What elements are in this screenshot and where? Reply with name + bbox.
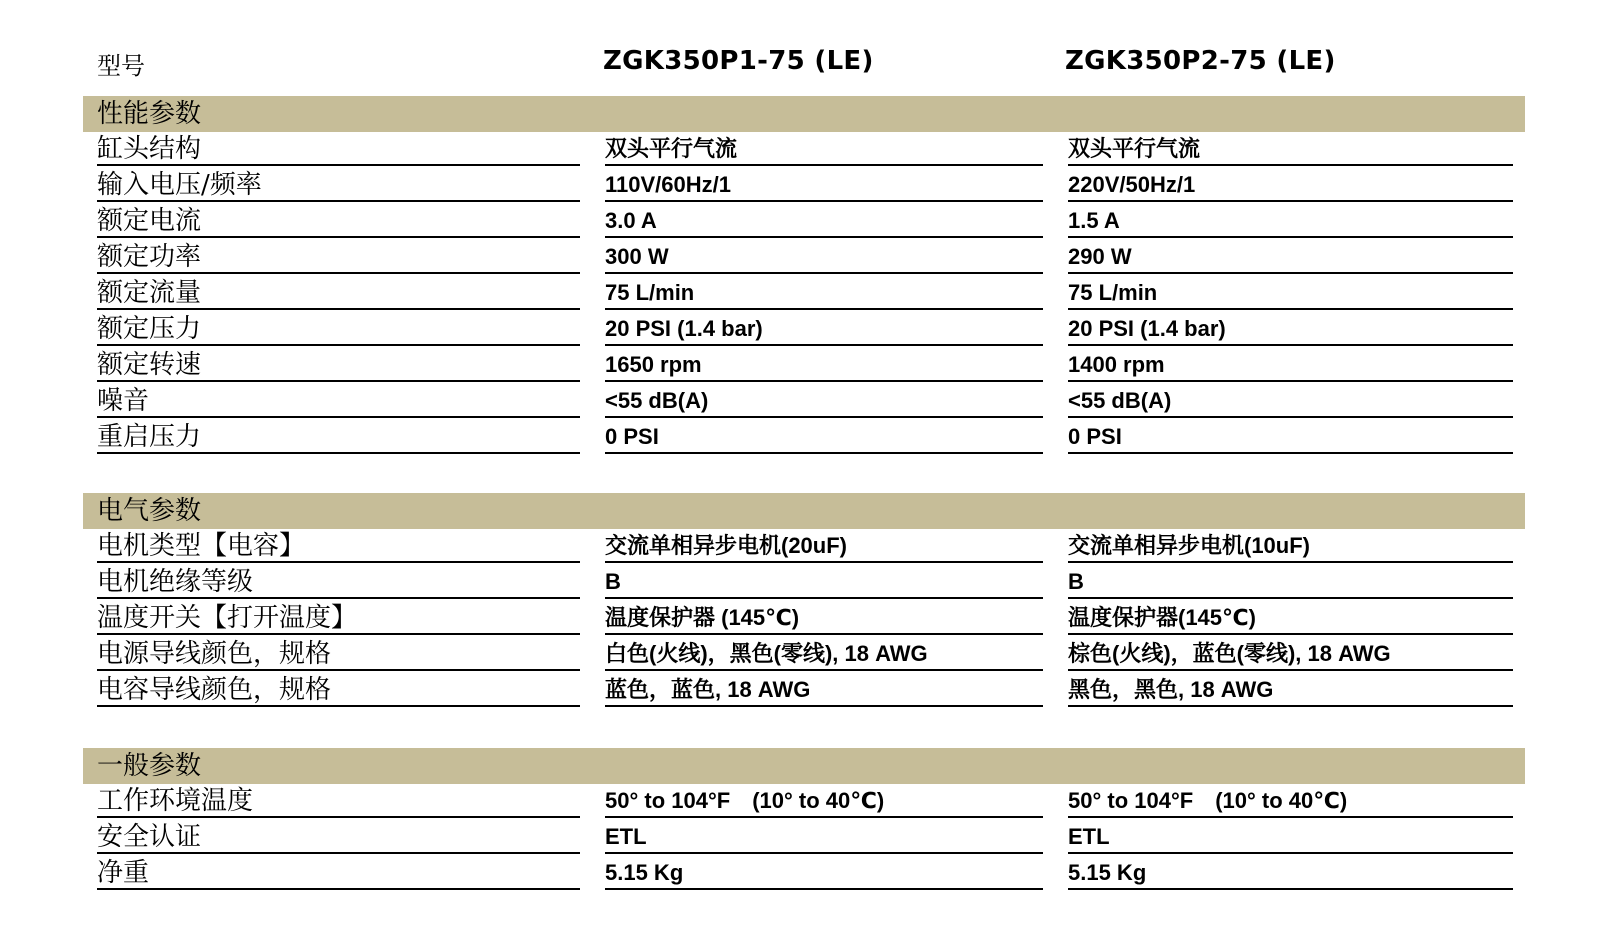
spec-row <box>0 384 1600 420</box>
spec-label: 额定压力 <box>97 312 580 346</box>
spec-label: 温度开关【打开温度】 <box>97 601 580 635</box>
model-header-row <box>0 40 1600 86</box>
spec-value-model-1: 3.0 A <box>605 204 1043 238</box>
spec-row <box>0 601 1600 637</box>
spec-label: 额定转速 <box>97 348 580 382</box>
spec-value-model-1: 温度保护器 (145℃) <box>605 601 1043 635</box>
spec-value-model-2: 290 W <box>1068 240 1513 274</box>
spec-value-model-2: 1400 rpm <box>1068 348 1513 382</box>
spec-label: 额定流量 <box>97 276 580 310</box>
spec-value-model-1: <55 dB(A) <box>605 384 1043 418</box>
spec-value-model-2: 温度保护器(145℃) <box>1068 601 1513 635</box>
spec-row <box>0 637 1600 673</box>
spec-label: 电机绝缘等级 <box>97 565 580 599</box>
section-bar <box>83 96 1525 132</box>
section-title: 电气参数 <box>97 496 202 526</box>
section-title: 一般参数 <box>97 751 202 781</box>
spec-value-model-1: 50° to 104°F (10° to 40℃) <box>605 784 1043 818</box>
spec-value-model-1: 5.15 Kg <box>605 856 1043 890</box>
spec-label: 电源导线颜色，规格 <box>97 637 580 671</box>
spec-value-model-1: 白色(火线)，黑色(零线), 18 AWG <box>605 637 1043 671</box>
spec-value-model-2: 双头平行气流 <box>1068 132 1513 166</box>
spec-row <box>0 673 1600 709</box>
spec-value-model-2: 220V/50Hz/1 <box>1068 168 1513 202</box>
section-bar <box>83 748 1525 784</box>
spec-value-model-1: 1650 rpm <box>605 348 1043 382</box>
spec-value-model-1: 双头平行气流 <box>605 132 1043 166</box>
spec-label: 缸头结构 <box>97 132 580 166</box>
spec-value-model-2: 交流单相异步电机(10uF) <box>1068 529 1513 563</box>
spec-label: 噪音 <box>97 384 580 418</box>
spec-label: 额定电流 <box>97 204 580 238</box>
spec-label: 电机类型【电容】 <box>97 529 580 563</box>
spec-row <box>0 529 1600 565</box>
spec-row <box>0 565 1600 601</box>
spec-value-model-2: 75 L/min <box>1068 276 1513 310</box>
section-title: 性能参数 <box>97 99 202 129</box>
spec-value-model-1: 20 PSI (1.4 bar) <box>605 312 1043 346</box>
model-name-2: ZGK350P2-75 (LE) <box>1065 46 1336 76</box>
spec-value-model-1: 75 L/min <box>605 276 1043 310</box>
spec-row <box>0 204 1600 240</box>
spec-label: 净重 <box>97 856 580 890</box>
spec-row <box>0 856 1600 892</box>
spec-value-model-2: 棕色(火线)，蓝色(零线), 18 AWG <box>1068 637 1513 671</box>
spec-row <box>0 240 1600 276</box>
spec-label: 额定功率 <box>97 240 580 274</box>
spec-row <box>0 276 1600 312</box>
spec-value-model-1: 交流单相异步电机(20uF) <box>605 529 1043 563</box>
spec-label: 电容导线颜色，规格 <box>97 673 580 707</box>
spec-row <box>0 132 1600 168</box>
model-name-1: ZGK350P1-75 (LE) <box>603 46 874 76</box>
spec-row <box>0 348 1600 384</box>
spec-value-model-2: 黑色，黑色, 18 AWG <box>1068 673 1513 707</box>
spec-label: 安全认证 <box>97 820 580 854</box>
spec-value-model-2: <55 dB(A) <box>1068 384 1513 418</box>
spec-label: 重启压力 <box>97 420 580 454</box>
spec-label: 工作环境温度 <box>97 784 580 818</box>
spec-label: 输入电压/频率 <box>97 168 580 202</box>
spec-value-model-1: 110V/60Hz/1 <box>605 168 1043 202</box>
spec-value-model-2: 20 PSI (1.4 bar) <box>1068 312 1513 346</box>
spec-value-model-1: 300 W <box>605 240 1043 274</box>
spec-row <box>0 168 1600 204</box>
section-bar <box>83 493 1525 529</box>
spec-value-model-2: 5.15 Kg <box>1068 856 1513 890</box>
spec-row <box>0 420 1600 456</box>
spec-value-model-1: 蓝色，蓝色, 18 AWG <box>605 673 1043 707</box>
spec-value-model-2: B <box>1068 565 1513 599</box>
spec-value-model-2: 0 PSI <box>1068 420 1513 454</box>
spec-value-model-1: ETL <box>605 820 1043 854</box>
spec-row <box>0 820 1600 856</box>
model-label: 型号 <box>97 52 145 80</box>
spec-value-model-2: 50° to 104°F (10° to 40℃) <box>1068 784 1513 818</box>
spec-value-model-2: ETL <box>1068 820 1513 854</box>
spec-value-model-1: B <box>605 565 1043 599</box>
spec-value-model-1: 0 PSI <box>605 420 1043 454</box>
spec-row <box>0 784 1600 820</box>
spec-row <box>0 312 1600 348</box>
spec-value-model-2: 1.5 A <box>1068 204 1513 238</box>
